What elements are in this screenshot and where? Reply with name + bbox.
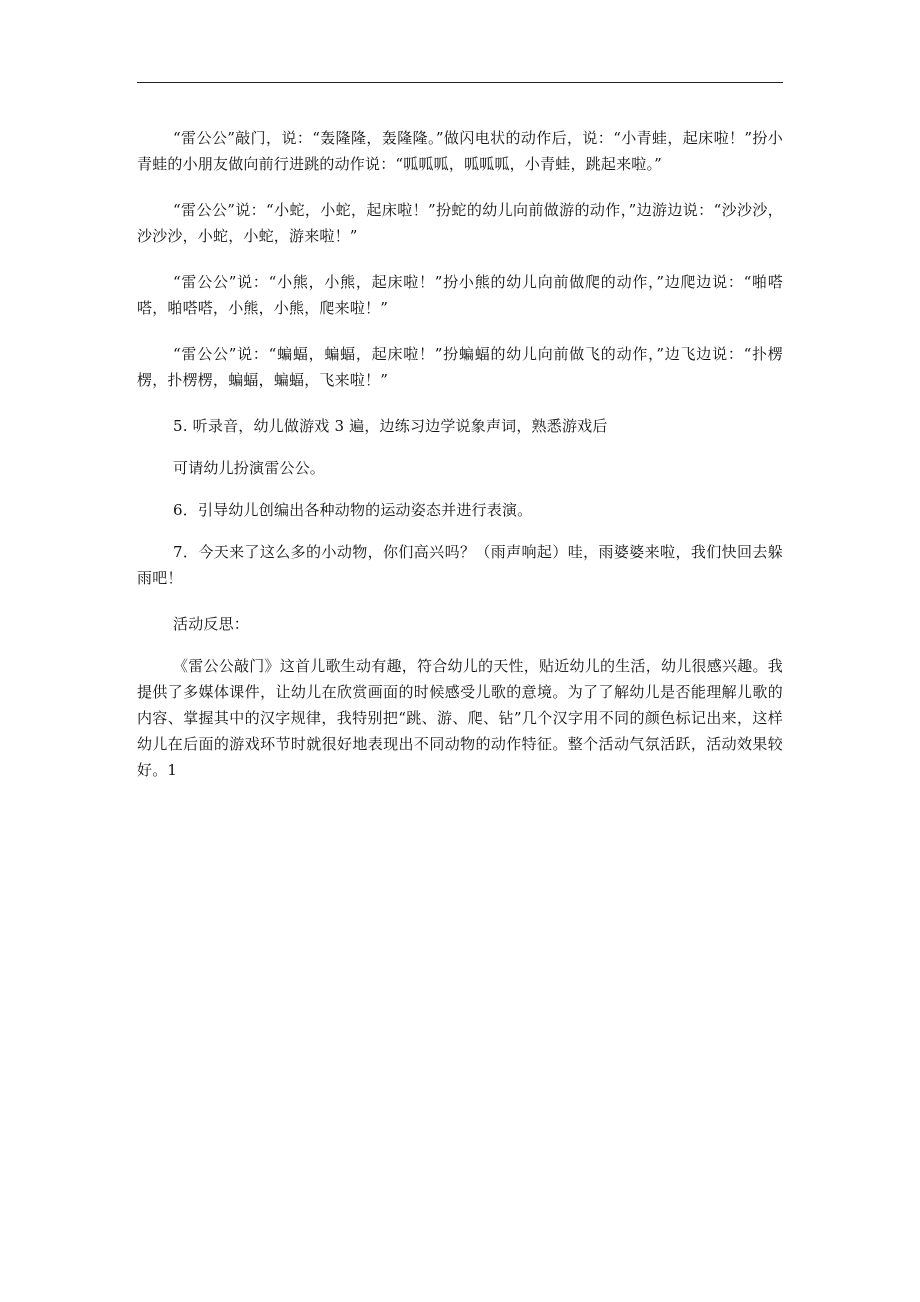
paragraph-step-5-continued: 可请幼儿扮演雷公公。 xyxy=(173,459,326,477)
paragraph-snake: “雷公公”说：“小蛇，小蛇，起床啦！”扮蛇的幼儿向前做游的动作，”边游边说：“沙沙沙，沙沙沙，小蛇，小蛇，游来啦！” xyxy=(137,201,783,245)
reflection-heading: 活动反思： xyxy=(173,615,250,633)
paragraph-bat: “雷公公”说：“蝙蝠，蝙蝠，起床啦！”扮蝙蝠的幼儿向前做飞的动作，”边飞边说：“扑楞楞，扑楞楞，蝙蝠，蝙蝠，飞来啦！” xyxy=(137,345,783,389)
document-body xyxy=(137,125,783,803)
paragraph-step-5: 5. 听录音，幼儿做游戏 3 遍，边练习边学说象声词，熟悉游戏后 xyxy=(173,417,608,435)
header-rule xyxy=(137,82,783,83)
paragraph-frog: “雷公公”敲门，说：“轰隆隆，轰隆隆。”做闪电状的动作后，说：“小青蛙，起床啦！”扮小青蛙的小朋友做向前行进跳的动作说：“呱呱呱，呱呱呱，小青蛙，跳起来啦。” xyxy=(137,129,783,173)
paragraph-step-7: 7．今天来了这么多的小动物，你们高兴吗？（雨声响起）哇，雨婆婆来啦，我们快回去躲雨吧！ xyxy=(137,543,783,587)
paragraph-step-6: 6．引导幼儿创编出各种动物的运动姿态并进行表演。 xyxy=(173,501,533,519)
reflection-paragraph: 《雷公公敲门》这首儿歌生动有趣，符合幼儿的天性，贴近幼儿的生活，幼儿很感兴趣。我提供了多媒体课件，让幼儿在欣赏画面的时候感受儿歌的意境。为了了解幼儿是否能理解儿歌的内容、掌握其中的汉字规律，我特别把“跳、游、爬、钻”几个汉字用不同的颜色标记出来，这样幼儿在后面的游戏环节时就很好地表现出不同动物的动作特征。整个活动气氛活跃，活动效果较好。1 xyxy=(137,657,783,779)
paragraph-bear: “雷公公”说：“小熊，小熊，起床啦！”扮小熊的幼儿向前做爬的动作，”边爬边说：“啪嗒嗒，啪嗒嗒，小熊，小熊，爬来啦！” xyxy=(137,273,783,317)
